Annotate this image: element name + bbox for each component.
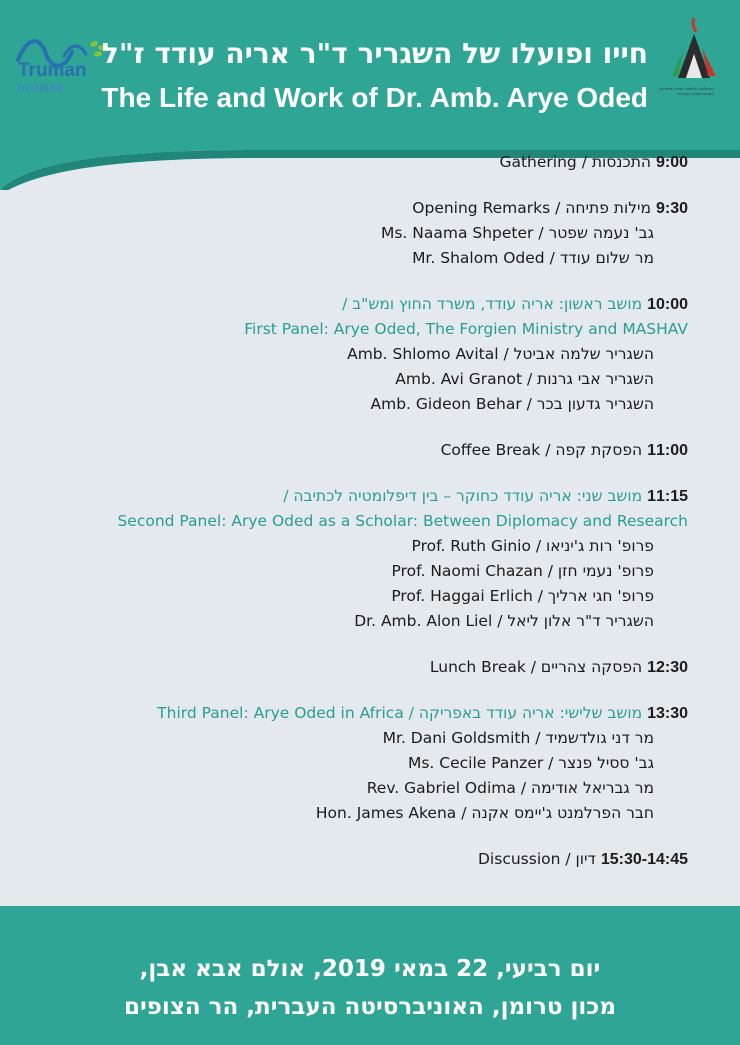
footer-venue: מכון טרומן, האוניברסיטה העברית, הר הצופים bbox=[124, 994, 616, 1020]
agenda-session bbox=[28, 701, 688, 726]
session-time: 11:00 bbox=[647, 442, 688, 459]
speaker-item: גב' נעמה שפטר / Ms. Naama Shpeter bbox=[380, 224, 654, 242]
title-hebrew: חייו ופועלו של השגריר ד"ר אריה עודד ז"ל bbox=[101, 37, 648, 70]
speaker-item: השגריר אבי גרנות / Amb. Avi Granot bbox=[395, 370, 654, 388]
speaker-item: פרופ' רות ג'יניאו / Prof. Ruth Ginio bbox=[411, 537, 654, 555]
session-title: מושב שני: אריה עודד כחוקר – בין דיפלומטיה לכתיבה / bbox=[283, 487, 643, 505]
agenda-list bbox=[28, 150, 688, 872]
session-time: 10:00 bbox=[647, 296, 688, 313]
agenda-session bbox=[28, 292, 688, 317]
speaker-item: מר שלום עודד / Mr. Shalom Oded bbox=[412, 249, 654, 267]
title-english: The Life and Work of Dr. Amb. Arye Oded bbox=[101, 82, 648, 113]
session-time: 12:30 bbox=[647, 659, 688, 676]
speaker-item: השגריר ד"ר אלון ליאל / Dr. Amb. Alon Liel bbox=[354, 612, 654, 630]
truman-logo-name: Truman bbox=[18, 60, 87, 81]
speaker-item: מר דני גולדשמיד / Mr. Dani Goldsmith bbox=[382, 729, 654, 747]
speaker-item: מר גבריאל אודימה / Rev. Gabriel Odima bbox=[366, 779, 654, 797]
speaker-item: חבר הפרלמנט ג'יימס אקנה / Hon. James Akena bbox=[315, 804, 654, 822]
session-title: מושב שלישי: אריה עודד באפריקה / Third Panel: Arye Oded in Africa bbox=[157, 704, 643, 722]
speaker-item: גב' ססיל פנצר / Ms. Cecile Panzer bbox=[407, 754, 654, 772]
footer-date-location: יום רביעי, 22 במאי 2019, אולם אבא אבן, bbox=[139, 956, 601, 982]
session-title: מושב ראשון: אריה עודד, משרד החוץ ומש"ב / bbox=[342, 295, 643, 313]
speaker-item: השגריר גדעון בכר / Amb. Gideon Behar bbox=[370, 395, 654, 413]
agenda-session bbox=[28, 196, 688, 221]
session-title: התכנסות / Gathering bbox=[499, 153, 652, 171]
session-subtitle: First Panel: Arye Oded, The Forgien Ministry and MASHAV bbox=[244, 320, 688, 338]
speaker-item: פרופ' חגי ארליך / Prof. Haggai Erlich bbox=[391, 587, 654, 605]
session-time: 15:30-14:45 bbox=[600, 851, 688, 868]
department-logo-text: המחלקה ללימודי אסיה ואפריקה האוניברסיטה העברית bbox=[658, 86, 714, 96]
agenda-session bbox=[28, 655, 688, 680]
department-logo-icon bbox=[664, 14, 724, 86]
session-title: דיון / Discussion bbox=[478, 850, 596, 868]
agenda-session bbox=[28, 847, 688, 872]
session-time: 13:30 bbox=[647, 705, 688, 722]
speaker-item: פרופ' נעמי חזן / Prof. Naomi Chazan bbox=[391, 562, 654, 580]
session-time: 11:15 bbox=[647, 488, 688, 505]
session-time: 9:00 bbox=[655, 154, 688, 171]
session-title: הפסקה צהריים / Lunch Break bbox=[429, 658, 643, 676]
footer-banner bbox=[0, 906, 740, 1045]
session-subtitle: Second Panel: Arye Oded as a Scholar: Between Diplomacy and Research bbox=[117, 512, 688, 530]
agenda-session bbox=[28, 150, 688, 175]
session-time: 9:30 bbox=[655, 200, 688, 217]
session-title: מילות פתיחה / Opening Remarks bbox=[412, 199, 652, 217]
session-title: הפסקת קפה / Coffee Break bbox=[440, 441, 643, 459]
truman-logo-sub: Institute bbox=[18, 80, 64, 95]
agenda-session bbox=[28, 438, 688, 463]
agenda-session bbox=[28, 484, 688, 509]
speaker-item: השגריר שלמה אביטל / Amb. Shlomo Avital bbox=[347, 345, 654, 363]
